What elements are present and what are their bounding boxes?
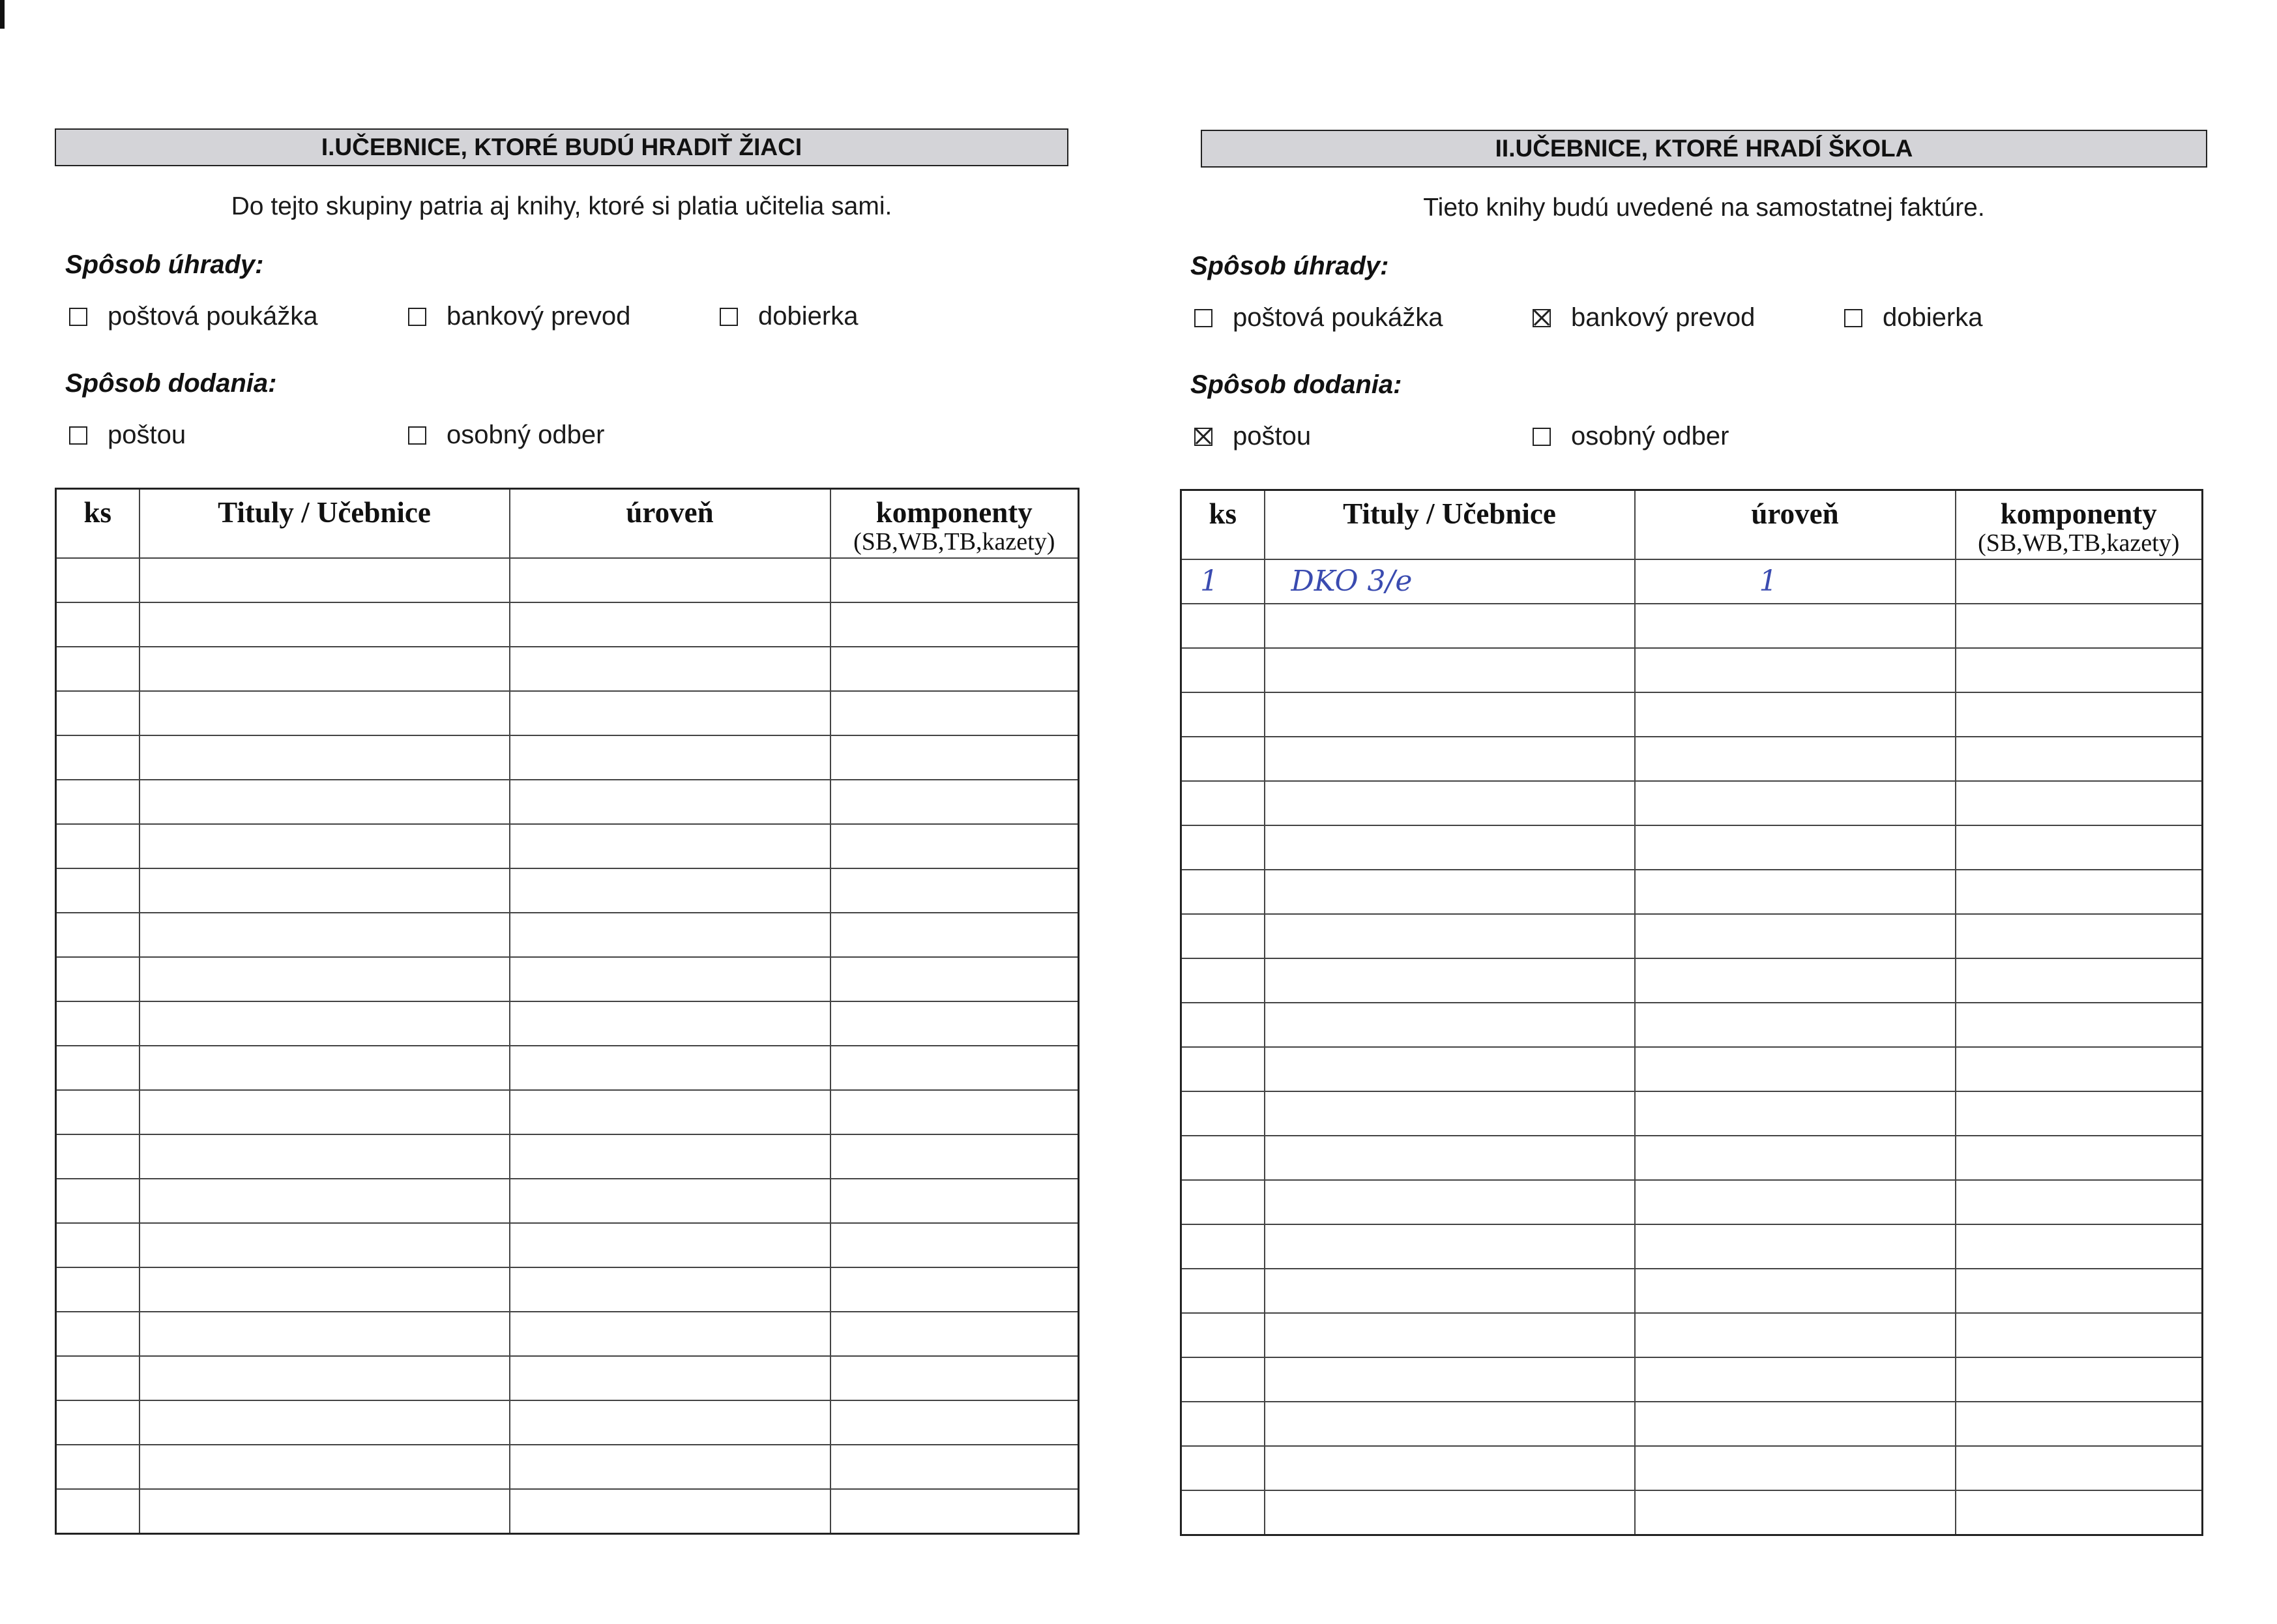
cell-ks[interactable] xyxy=(1181,1003,1265,1047)
cell-ks[interactable] xyxy=(1181,781,1265,825)
cell-title[interactable] xyxy=(1265,914,1635,958)
table-row xyxy=(56,602,1079,647)
cell-level[interactable] xyxy=(1635,1136,1956,1180)
table-row xyxy=(56,1489,1079,1534)
cell-components[interactable] xyxy=(1956,559,2203,604)
table-row xyxy=(1181,914,2203,958)
cell-level[interactable] xyxy=(1635,1357,1956,1402)
cell-ks[interactable] xyxy=(1181,870,1265,914)
cell-level[interactable] xyxy=(510,1267,830,1312)
cell-ks[interactable] xyxy=(56,1134,140,1179)
cell-title[interactable] xyxy=(1265,781,1635,825)
col-header-components xyxy=(830,489,1079,558)
cell-title[interactable] xyxy=(140,1489,510,1534)
cell-title[interactable] xyxy=(140,780,510,824)
option-label: poštová poukážka xyxy=(1233,303,1443,332)
cell-ks[interactable] xyxy=(56,868,140,913)
table-row xyxy=(56,735,1079,780)
cell-level[interactable] xyxy=(1635,604,1956,648)
cell-level[interactable] xyxy=(510,1400,830,1445)
cell-components[interactable] xyxy=(830,1445,1079,1489)
col-header-ks: ks xyxy=(56,489,140,558)
table-row xyxy=(1181,1357,2203,1402)
cell-ks[interactable] xyxy=(1181,1136,1265,1180)
cell-level[interactable] xyxy=(510,1179,830,1223)
handwritten-entry: DKO 3/e xyxy=(1291,565,1413,598)
cell-level[interactable] xyxy=(510,1489,830,1534)
table-row xyxy=(1181,958,2203,1003)
payment-option-postal-order[interactable] xyxy=(69,302,317,331)
cell-level[interactable] xyxy=(1635,1180,1956,1224)
option-label: bankový prevod xyxy=(447,302,631,331)
cell-components[interactable] xyxy=(1956,1490,2203,1535)
cell-components[interactable] xyxy=(830,868,1079,913)
cell-level[interactable] xyxy=(510,1312,830,1356)
cell-components[interactable] xyxy=(830,735,1079,780)
cell-title[interactable] xyxy=(1265,559,1635,604)
cell-level[interactable] xyxy=(1635,1269,1956,1313)
cell-ks[interactable] xyxy=(56,1312,140,1356)
cell-level[interactable] xyxy=(510,913,830,957)
cell-components[interactable] xyxy=(1956,914,2203,958)
checkbox-cash-on-delivery[interactable] xyxy=(1844,309,1862,327)
cell-components[interactable] xyxy=(1956,1446,2203,1490)
cell-components[interactable] xyxy=(830,957,1079,1001)
cell-title[interactable] xyxy=(140,957,510,1001)
cell-title[interactable] xyxy=(140,1445,510,1489)
cell-level[interactable] xyxy=(1635,1091,1956,1136)
table-row xyxy=(56,558,1079,602)
checkbox-post[interactable] xyxy=(1194,428,1212,446)
cell-title[interactable] xyxy=(1265,604,1635,648)
section-header: II.UČEBNICE, KTORÉ HRADÍ ŠKOLA xyxy=(1201,130,2207,168)
payment-option-cash-on-delivery[interactable] xyxy=(720,302,858,331)
cell-ks[interactable] xyxy=(56,602,140,647)
table-row xyxy=(56,1134,1079,1179)
cell-ks[interactable] xyxy=(56,1445,140,1489)
cell-level[interactable] xyxy=(1635,870,1956,914)
cell-components[interactable] xyxy=(830,1179,1079,1223)
option-label: bankový prevod xyxy=(1571,303,1755,332)
table-row xyxy=(1181,648,2203,692)
cell-level[interactable] xyxy=(1635,1402,1956,1446)
cell-ks[interactable] xyxy=(1181,1224,1265,1269)
cell-title[interactable] xyxy=(140,647,510,691)
col-header-components-sub: (SB,WB,TB,kazety) xyxy=(853,528,1055,556)
cell-components[interactable] xyxy=(830,1400,1079,1445)
cell-level[interactable] xyxy=(1635,1313,1956,1357)
cell-level[interactable] xyxy=(510,1223,830,1267)
cell-title[interactable] xyxy=(140,558,510,602)
cell-ks[interactable] xyxy=(56,1223,140,1267)
cell-ks[interactable] xyxy=(1181,1180,1265,1224)
option-label: osobný odber xyxy=(1571,422,1729,450)
cell-components[interactable] xyxy=(1956,1269,2203,1313)
cell-components[interactable] xyxy=(830,647,1079,691)
cell-ks[interactable] xyxy=(56,1356,140,1400)
cell-title[interactable] xyxy=(1265,648,1635,692)
cell-level[interactable] xyxy=(510,647,830,691)
cell-ks[interactable] xyxy=(56,824,140,868)
cell-level[interactable] xyxy=(1635,737,1956,781)
cell-components[interactable] xyxy=(830,558,1079,602)
cell-title[interactable] xyxy=(140,868,510,913)
table-row xyxy=(56,780,1079,824)
table-row xyxy=(56,1445,1079,1489)
cell-ks[interactable] xyxy=(1181,559,1265,604)
checkbox-post[interactable] xyxy=(69,426,87,445)
cell-components[interactable] xyxy=(1956,604,2203,648)
checkbox-postal-order[interactable] xyxy=(69,308,87,326)
table-row xyxy=(56,1312,1079,1356)
table-row xyxy=(56,1179,1079,1223)
cell-components[interactable] xyxy=(1956,1047,2203,1091)
col-header-components xyxy=(1956,490,2203,559)
cell-components[interactable] xyxy=(830,1134,1079,1179)
col-header-components-sub: (SB,WB,TB,kazety) xyxy=(1978,529,2180,557)
cell-level[interactable] xyxy=(1635,781,1956,825)
payment-method-label: Spôsob úhrady: xyxy=(65,250,264,279)
cell-title[interactable] xyxy=(1265,737,1635,781)
cell-ks[interactable] xyxy=(1181,648,1265,692)
cell-ks[interactable] xyxy=(56,1179,140,1223)
cell-title[interactable] xyxy=(140,1046,510,1090)
payment-option-bank-transfer[interactable] xyxy=(1533,303,1755,332)
handwritten-entry: 1 xyxy=(1759,565,1778,598)
table-row xyxy=(1181,870,2203,914)
cell-components[interactable] xyxy=(1956,870,2203,914)
cell-title[interactable] xyxy=(1265,958,1635,1003)
cell-ks[interactable] xyxy=(56,558,140,602)
col-header-components-title: komponenty xyxy=(875,496,1033,529)
cell-ks[interactable] xyxy=(56,1400,140,1445)
cell-components[interactable] xyxy=(830,1090,1079,1134)
cell-components[interactable] xyxy=(1956,1136,2203,1180)
cell-ks[interactable] xyxy=(1181,1446,1265,1490)
delivery-method-label: Spôsob dodania: xyxy=(1190,370,1402,399)
cell-components[interactable] xyxy=(830,1267,1079,1312)
option-label: dobierka xyxy=(758,302,859,331)
cell-level[interactable] xyxy=(510,1134,830,1179)
col-header-ks: ks xyxy=(1181,490,1265,559)
cell-components[interactable] xyxy=(830,1046,1079,1090)
cell-level[interactable] xyxy=(1635,825,1956,870)
cell-level[interactable] xyxy=(1635,692,1956,737)
cell-title[interactable] xyxy=(140,602,510,647)
order-table-body xyxy=(56,558,1079,1534)
cell-components[interactable] xyxy=(830,780,1079,824)
cell-components[interactable] xyxy=(830,824,1079,868)
delivery-option-pickup[interactable] xyxy=(408,421,604,450)
payment-option-postal-order[interactable] xyxy=(1194,303,1443,332)
checkbox-bank-transfer[interactable] xyxy=(408,308,426,326)
col-header-level: úroveň xyxy=(1635,490,1956,559)
cell-title[interactable] xyxy=(1265,1446,1635,1490)
cell-components[interactable] xyxy=(830,1312,1079,1356)
table-row xyxy=(56,691,1079,735)
table-row xyxy=(56,868,1079,913)
table-row xyxy=(56,1223,1079,1267)
cell-level[interactable] xyxy=(510,868,830,913)
table-row xyxy=(1181,1003,2203,1047)
cell-level[interactable] xyxy=(1635,648,1956,692)
delivery-option-post[interactable] xyxy=(69,421,186,450)
col-header-level: úroveň xyxy=(510,489,830,558)
cell-ks[interactable] xyxy=(1181,1091,1265,1136)
cell-level[interactable] xyxy=(1635,958,1956,1003)
cell-level[interactable] xyxy=(510,1090,830,1134)
cell-components[interactable] xyxy=(830,602,1079,647)
cell-level[interactable] xyxy=(1635,1047,1956,1091)
option-label: osobný odber xyxy=(447,421,605,449)
cell-components[interactable] xyxy=(1956,1402,2203,1446)
cell-ks[interactable] xyxy=(1181,604,1265,648)
cell-title[interactable] xyxy=(1265,1136,1635,1180)
table-row xyxy=(56,1046,1079,1090)
col-header-components-title: komponenty xyxy=(2000,497,2157,530)
cell-title[interactable] xyxy=(140,735,510,780)
cell-title[interactable] xyxy=(140,1090,510,1134)
cell-components[interactable] xyxy=(830,1356,1079,1400)
checkbox-pickup[interactable] xyxy=(408,426,426,445)
cell-title[interactable] xyxy=(1265,1224,1635,1269)
cell-title[interactable] xyxy=(1265,1047,1635,1091)
cell-components[interactable] xyxy=(1956,1357,2203,1402)
cell-ks[interactable] xyxy=(56,780,140,824)
cell-ks[interactable] xyxy=(1181,958,1265,1003)
cell-components[interactable] xyxy=(830,1489,1079,1534)
table-row xyxy=(1181,1446,2203,1490)
cell-level[interactable] xyxy=(510,691,830,735)
section-header: I.UČEBNICE, KTORÉ BUDÚ HRADIŤ ŽIACI xyxy=(55,128,1068,166)
table-row xyxy=(1181,1490,2203,1535)
table-row xyxy=(1181,692,2203,737)
cell-components[interactable] xyxy=(830,691,1079,735)
cell-ks[interactable] xyxy=(1181,1357,1265,1402)
cell-ks[interactable] xyxy=(1181,1490,1265,1535)
cell-title[interactable] xyxy=(140,691,510,735)
option-label: poštou xyxy=(108,421,186,449)
cell-title[interactable] xyxy=(1265,1180,1635,1224)
table-row xyxy=(1181,1091,2203,1136)
checkbox-pickup[interactable] xyxy=(1533,428,1551,446)
cell-title[interactable] xyxy=(140,1179,510,1223)
option-label: poštová poukážka xyxy=(108,302,318,331)
cell-components[interactable] xyxy=(1956,648,2203,692)
cell-title[interactable] xyxy=(140,1356,510,1400)
cell-ks[interactable] xyxy=(1181,825,1265,870)
cell-ks[interactable] xyxy=(1181,737,1265,781)
cell-ks[interactable] xyxy=(56,691,140,735)
cell-ks[interactable] xyxy=(1181,914,1265,958)
cell-components[interactable] xyxy=(830,1223,1079,1267)
cell-title[interactable] xyxy=(1265,825,1635,870)
cell-level[interactable] xyxy=(1635,914,1956,958)
cell-title[interactable] xyxy=(140,824,510,868)
cell-ks[interactable] xyxy=(1181,1047,1265,1091)
table-row xyxy=(56,1001,1079,1046)
cell-title[interactable] xyxy=(140,1134,510,1179)
cell-title[interactable] xyxy=(1265,692,1635,737)
cell-level[interactable] xyxy=(1635,1003,1956,1047)
cell-ks[interactable] xyxy=(56,1001,140,1046)
delivery-option-pickup[interactable] xyxy=(1533,422,1729,451)
option-label: poštou xyxy=(1233,422,1312,450)
payment-option-cash-on-delivery[interactable] xyxy=(1844,303,1982,332)
cell-level[interactable] xyxy=(510,780,830,824)
cell-ks[interactable] xyxy=(56,1489,140,1534)
cell-title[interactable] xyxy=(1265,1402,1635,1446)
cell-components[interactable] xyxy=(1956,1180,2203,1224)
cell-level[interactable] xyxy=(1635,1446,1956,1490)
handwritten-entry: 1 xyxy=(1200,565,1218,598)
order-table-body xyxy=(1181,559,2203,1535)
table-row xyxy=(1181,1180,2203,1224)
table-row xyxy=(56,647,1079,691)
table-row xyxy=(56,1267,1079,1312)
cell-title[interactable] xyxy=(140,1223,510,1267)
table-row xyxy=(1181,1269,2203,1313)
cell-title[interactable] xyxy=(1265,1003,1635,1047)
payment-method-label: Spôsob úhrady: xyxy=(1190,252,1389,280)
table-row xyxy=(1181,559,2203,604)
cell-components[interactable] xyxy=(830,913,1079,957)
cell-title[interactable] xyxy=(1265,1357,1635,1402)
cell-ks[interactable] xyxy=(1181,692,1265,737)
table-row xyxy=(56,824,1079,868)
checkbox-bank-transfer[interactable] xyxy=(1533,309,1551,327)
cell-title[interactable] xyxy=(1265,1269,1635,1313)
table-row xyxy=(1181,737,2203,781)
delivery-method-label: Spôsob dodania: xyxy=(65,369,277,398)
table-row xyxy=(1181,1224,2203,1269)
cell-components[interactable] xyxy=(1956,1003,2203,1047)
cell-ks[interactable] xyxy=(1181,1269,1265,1313)
table-row xyxy=(1181,1047,2203,1091)
cell-ks[interactable] xyxy=(56,1267,140,1312)
table-row xyxy=(1181,1313,2203,1357)
order-table xyxy=(55,488,1080,1535)
table-row xyxy=(56,1356,1079,1400)
cell-title[interactable] xyxy=(140,1400,510,1445)
cell-ks[interactable] xyxy=(56,913,140,957)
cell-title[interactable] xyxy=(1265,870,1635,914)
checkbox-postal-order[interactable] xyxy=(1194,309,1212,327)
cell-level[interactable] xyxy=(510,1046,830,1090)
cell-title[interactable] xyxy=(140,1312,510,1356)
cell-level[interactable] xyxy=(1635,559,1956,604)
cell-title[interactable] xyxy=(1265,1490,1635,1535)
order-table xyxy=(1180,489,2203,1536)
cell-level[interactable] xyxy=(510,824,830,868)
cell-ks[interactable] xyxy=(56,735,140,780)
table-row xyxy=(1181,604,2203,648)
cell-components[interactable] xyxy=(1956,1313,2203,1357)
cell-level[interactable] xyxy=(510,1356,830,1400)
col-header-titles: Tituly / Učebnice xyxy=(140,489,510,558)
table-row xyxy=(1181,1136,2203,1180)
cell-title[interactable] xyxy=(1265,1313,1635,1357)
table-row xyxy=(1181,1402,2203,1446)
cell-ks[interactable] xyxy=(1181,1402,1265,1446)
cell-ks[interactable] xyxy=(56,1046,140,1090)
cell-level[interactable] xyxy=(510,1445,830,1489)
cell-ks[interactable] xyxy=(56,1090,140,1134)
table-row xyxy=(56,1090,1079,1134)
payment-option-bank-transfer[interactable] xyxy=(408,302,630,331)
cell-level[interactable] xyxy=(510,558,830,602)
table-row xyxy=(56,913,1079,957)
cell-level[interactable] xyxy=(510,1001,830,1046)
section-subtitle: Do tejto skupiny patria aj knihy, ktoré si platia učitelia sami. xyxy=(231,192,892,220)
cell-components[interactable] xyxy=(1956,781,2203,825)
section-subtitle: Tieto knihy budú uvedené na samostatnej faktúre. xyxy=(1423,194,1985,222)
table-row xyxy=(1181,825,2203,870)
table-row xyxy=(56,1400,1079,1445)
cell-components[interactable] xyxy=(1956,958,2203,1003)
cell-title[interactable] xyxy=(140,1001,510,1046)
cell-ks[interactable] xyxy=(56,647,140,691)
cell-level[interactable] xyxy=(510,735,830,780)
cell-components[interactable] xyxy=(1956,692,2203,737)
cell-components[interactable] xyxy=(830,1001,1079,1046)
section-school-pays xyxy=(1134,0,2277,1624)
option-label: dobierka xyxy=(1883,303,1983,332)
table-row xyxy=(1181,781,2203,825)
cell-level[interactable] xyxy=(510,957,830,1001)
cell-level[interactable] xyxy=(1635,1490,1956,1535)
col-header-titles: Tituly / Učebnice xyxy=(1265,490,1635,559)
cell-ks[interactable] xyxy=(56,957,140,1001)
cell-title[interactable] xyxy=(1265,1091,1635,1136)
cell-level[interactable] xyxy=(510,602,830,647)
cell-title[interactable] xyxy=(140,1267,510,1312)
checkbox-cash-on-delivery[interactable] xyxy=(720,308,738,326)
table-row xyxy=(56,957,1079,1001)
cell-title[interactable] xyxy=(140,913,510,957)
cell-components[interactable] xyxy=(1956,825,2203,870)
cell-ks[interactable] xyxy=(1181,1313,1265,1357)
cell-components[interactable] xyxy=(1956,737,2203,781)
cell-components[interactable] xyxy=(1956,1224,2203,1269)
delivery-option-post[interactable] xyxy=(1194,422,1311,451)
cell-level[interactable] xyxy=(1635,1224,1956,1269)
cell-components[interactable] xyxy=(1956,1091,2203,1136)
section-students-pay xyxy=(0,0,1121,1624)
